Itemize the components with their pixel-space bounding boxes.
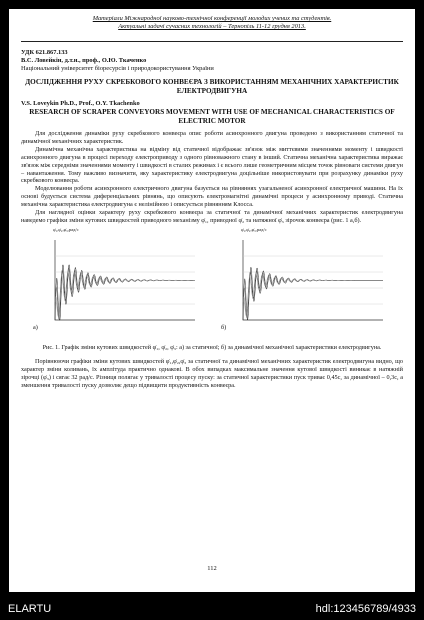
authors-en: V.S. Loveykin Ph.D., Prof., O.Y. Tkachenko — [21, 100, 140, 107]
running-header — [21, 15, 403, 42]
figure-1a — [33, 228, 203, 338]
paragraph-2: Динамічна механічна характеристика на відміну від статичної відображає зв'язок між миттєвими значеннями моменту і швидкості асинхронного двигуна в процесі переходу електроприводу з одного рівноважного стану в інший. Статична механічна характеристика виражає зв'язок між середніми значеннями моменту і швидкості в сталих режимах і є всього лише геометричним місцем точок рівноваги системи двигун – навантаження. Тому важливо визначити, яку характеристику електродвигуна доцільніше використовувати при розрахунку динаміки руху скребкового конвеєра. — [21, 145, 403, 185]
article-body — [21, 49, 403, 390]
figure-1 — [21, 228, 403, 338]
figure-1b-plot — [221, 228, 391, 338]
speed-curve — [55, 268, 195, 319]
handle-id: hdl:123456789/4933 — [315, 603, 416, 615]
document-page — [9, 9, 415, 592]
speed-curve — [55, 265, 195, 320]
viewer-footer — [0, 600, 424, 620]
figure-1a-label: а) — [33, 323, 38, 331]
authors-ua: В.С. Ловейкін, д.т.н., проф., О.Ю. Ткаченко — [21, 57, 147, 64]
speed-curve — [243, 271, 383, 318]
figure-1a-plot — [33, 228, 203, 338]
title-en: RESEARCH OF SCRAPER CONVEYORS MOVEMENT WITH USE OF MECHANICAL CHARACTERISTICS OF ELECTRIC MOTOR — [29, 108, 395, 125]
udk-code: УДК 621.867.133 — [21, 49, 68, 56]
page-number: 112 — [207, 565, 217, 572]
paragraph-5: Порівнюючи графіки зміни кутових швидкостей φ̇₁,φ̇₂,φ̇₃ за статичної та динамічної механічних характеристик електродвигуна видно, що характер зміни коливань, їх амплітуда практично однакові. В обох випадках максимальне значення кутової швидкості виникає в натяжній зірочці (φ̇₃) і сягає 32 рад/с. Різниця полягає у тривалості процесу пуску: за статичної характеристики пуск триває 0,45с, за динамічної – 0,3с, а зменшення тривалості пуску дозволяє дещо підвищити продуктивність конвеєра. — [21, 358, 403, 389]
header-line-2: Актуальні задачі сучасних технологій – Тернопіль 11-12 грудня 2013. — [118, 23, 306, 31]
title-ua: ДОСЛІДЖЕННЯ РУХУ СКРЕБКОВОГО КОНВЕЄРА З ВИКОРИСТАННЯМ МЕХАНІЧНИХ ХАРАКТЕРИСТИК ЕЛЕКТРОДВИГУНА — [25, 78, 399, 95]
figure-1a-axis-label: φ̇₁,φ̇₂,φ̇₃,рад/с — [53, 226, 79, 232]
figure-1b-axis-label: φ̇₁,φ̇₂,φ̇₃,рад/с — [241, 226, 267, 232]
paragraph-3: Моделювання роботи асинхронного електричного двигуна базується на рівняннях узагальненої асинхронної електричної машини. На їх основі будується система диференціальних рівнянь, що описують електромагнітні динамічні процеси у асинхронному приводі. Статична механічна характеристика електродвигуна є нелінійною і описується рівнянням Клосса. — [21, 185, 403, 209]
figure-1b — [221, 228, 391, 338]
axes — [55, 240, 195, 320]
header-line-1: Матеріали Міжнародної науково-технічної конференції молодих учених та студентів. — [92, 15, 332, 22]
repository-name: ELARTU — [8, 603, 52, 615]
figure-1b-label: б) — [221, 323, 227, 331]
figure-caption: Рис. 1. Графік зміни кутових швидкостей φ̇₁, φ̇₂, φ̇₃: а) за статичної; б) за динамічної механічної характеристики електродвигуна. — [42, 344, 382, 352]
paragraph-4: Для наглядної оцінки характеру руху скребкового конвеєра за статичної та динамічної механічних характеристик електродвигуна наведемо графіки зміни кутових швидкостей приводного механізму φ̇₁, приводної φ̇₂ та натяжної φ̇₃ зірочок конвеєра (рис. 1 а,б). — [21, 209, 403, 224]
paragraph-1: Для дослідження динаміки руху скребкового конвеєра опис роботи асинхронного двигуна проведено з використанням статичної та динамічної механічних характеристик. — [21, 130, 403, 145]
speed-curve — [243, 267, 383, 320]
affiliation-ua: Національний університет біоресурсів і природокористування України — [21, 65, 214, 72]
